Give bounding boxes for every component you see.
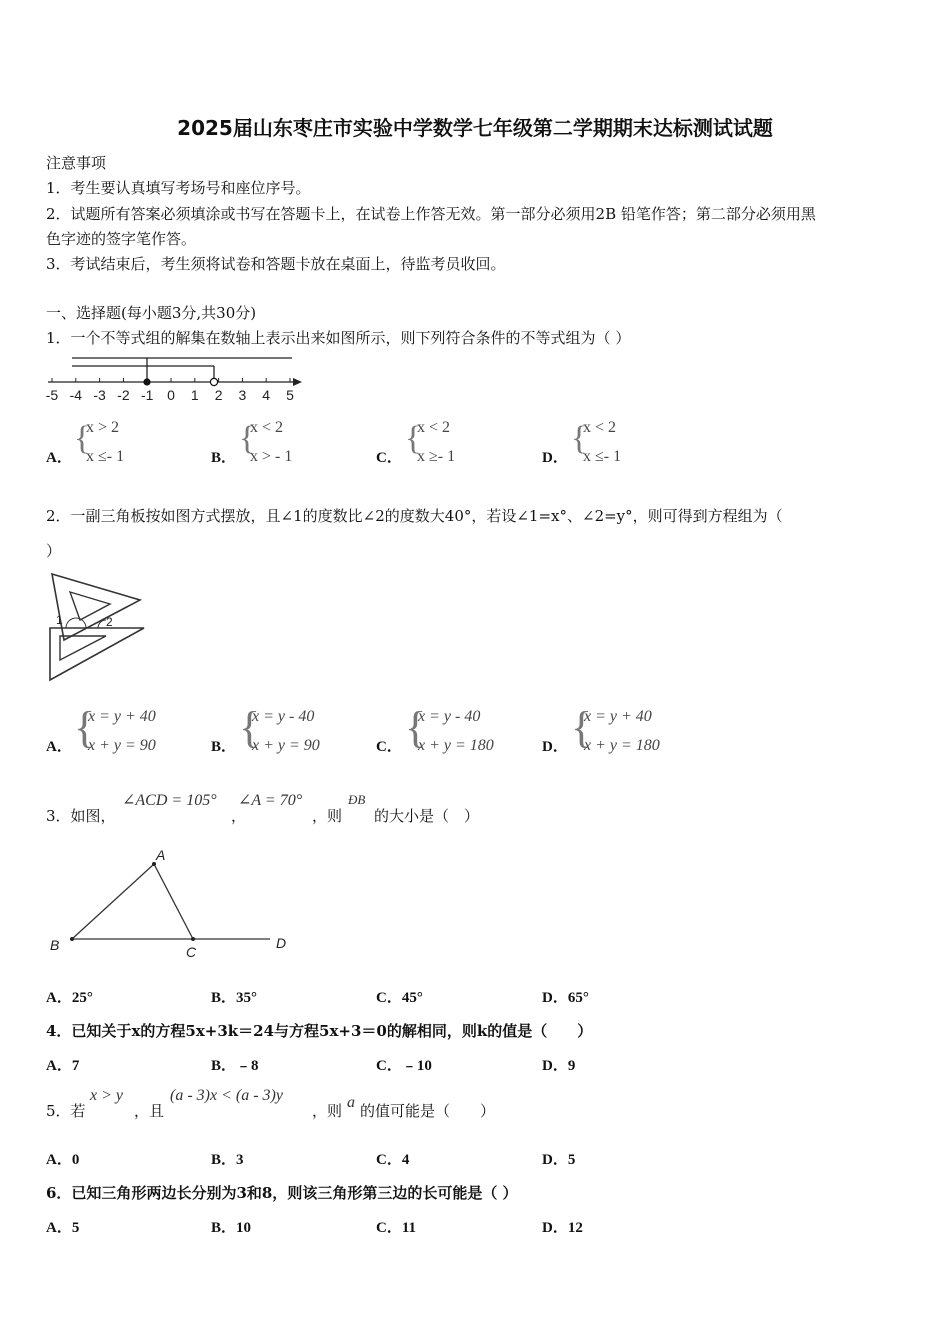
brace-icon: {	[405, 420, 422, 457]
option-value: 4	[401, 1152, 410, 1168]
question-5-prefix: 5．若	[46, 1102, 86, 1120]
option-line: x = y - 40	[418, 708, 481, 725]
option-value: 35°	[236, 990, 258, 1006]
option-label: B．	[211, 450, 237, 466]
question-3-math-2: ∠A = 70°	[238, 792, 303, 809]
option-value: 45°	[401, 990, 423, 1006]
question-5-suffix: 的值可能是（ ）	[360, 1102, 496, 1120]
option-label: C．	[376, 739, 402, 755]
option-label: B．	[211, 1058, 237, 1074]
tick-label: 3	[238, 387, 247, 403]
question-5-math-3: a	[347, 1094, 355, 1111]
question-5-math-2: (a - 3)x < (a - 3)y	[170, 1087, 283, 1104]
option-label: C．	[376, 1058, 402, 1074]
tick-label: 2	[214, 387, 223, 403]
tick-label: -1	[140, 387, 154, 403]
option-line: x = y + 40	[88, 708, 156, 725]
option-label: C．	[376, 990, 402, 1006]
option-line: x ≤- 1	[86, 448, 125, 465]
tick-label: 1	[190, 387, 199, 403]
option-line: x + y = 180	[418, 737, 494, 754]
option-value: 7	[71, 1058, 80, 1074]
question-3-mid: ，则	[312, 807, 343, 825]
option-label: A．	[46, 990, 72, 1006]
question-5-mid-1: ，且	[134, 1102, 165, 1120]
option-line: x < 2	[583, 419, 617, 436]
tick-label: 5	[286, 387, 294, 403]
question-1-text: 1．一个不等式组的解集在数轴上表示出来如图所示，则下列符合条件的不等式组为（ ）	[46, 329, 631, 347]
notice-heading: 注意事项	[46, 154, 107, 172]
option-label: B．	[211, 1220, 237, 1236]
option-line: x + y = 90	[88, 737, 156, 754]
option-label: B．	[211, 990, 237, 1006]
brace-icon: {	[239, 420, 256, 457]
point-d-label: D	[276, 935, 287, 951]
option-value: 11	[401, 1220, 417, 1236]
option-value: ﹣10	[401, 1058, 432, 1074]
question-3-math-3: ÐB	[348, 792, 366, 807]
question-3-prefix: 3．如图，	[46, 807, 116, 825]
option-label: A．	[46, 1058, 72, 1074]
triangle-rulers-figure	[46, 570, 146, 684]
option-label: D．	[542, 739, 568, 755]
tick-label: 4	[262, 387, 271, 403]
number-line-figure	[44, 352, 306, 406]
tick-label: -2	[117, 387, 130, 403]
notice-item: 1．考生要认真填写考场号和座位序号。	[46, 179, 311, 197]
option-label: D．	[542, 1220, 568, 1236]
brace-icon: {	[571, 420, 588, 457]
closed-point	[143, 378, 150, 385]
question-2-text-cont: ）	[46, 542, 62, 560]
angle-1-label: 1	[56, 613, 63, 627]
question-2-text: 2．一副三角板按如图方式摆放，且∠1的度数比∠2的度数大40°，若设∠1=x°、∠2=y°，则可得到方程组为（	[46, 507, 783, 525]
question-3-math-1: ∠ACD = 105°	[122, 792, 217, 809]
option-value: 9	[567, 1058, 576, 1074]
question-6-text: 6．已知三角形两边长分别为3和8，则该三角形第三边的长可能是（ ）	[46, 1184, 518, 1202]
option-label: A．	[46, 1152, 72, 1168]
option-value: 65°	[567, 990, 589, 1006]
option-value: 5	[71, 1220, 80, 1236]
point-a-label: A	[156, 847, 166, 863]
option-label: D．	[542, 450, 568, 466]
option-line: x = y + 40	[584, 708, 652, 725]
option-label: A．	[46, 739, 72, 755]
option-line: x + y = 180	[584, 737, 660, 754]
question-3-suffix: 的大小是（ ）	[374, 807, 480, 825]
option-line: x > - 1	[250, 448, 293, 465]
option-label: C．	[376, 450, 402, 466]
angle-2-label: 2	[106, 615, 113, 629]
option-line: x ≤- 1	[583, 448, 622, 465]
question-4-text: 4．已知关于x的方程5x+3k＝24与方程5x+3＝0的解相同，则k的值是（ ）	[46, 1022, 593, 1040]
open-point	[210, 378, 217, 385]
notice-item: 色字迹的签字笔作答。	[46, 230, 197, 248]
option-line: x > 2	[86, 419, 120, 436]
question-5-math-1: x > y	[90, 1087, 123, 1104]
page-title: 2025届山东枣庄市实验中学数学七年级第二学期期末达标测试试题	[177, 116, 773, 140]
brace-icon: {	[74, 420, 91, 457]
option-label: D．	[542, 1058, 568, 1074]
point-c-label: C	[186, 944, 197, 960]
question-5-mid-2: ，则	[312, 1102, 343, 1120]
option-value: 10	[236, 1220, 252, 1236]
option-line: x = y - 40	[252, 708, 315, 725]
tick-label: -3	[93, 387, 106, 403]
notice-item: 2．试题所有答案必须填涂或书写在答题卡上，在试卷上作答无效。第一部分必须用2B 铅笔作答；第二部分必须用黑	[46, 205, 816, 223]
option-label: D．	[542, 990, 568, 1006]
option-value: 25°	[71, 990, 93, 1006]
option-label: D．	[542, 1152, 568, 1168]
brace-icon: {	[239, 703, 261, 752]
option-value: 3	[236, 1152, 244, 1168]
point-b-label: B	[50, 937, 60, 953]
brace-icon: {	[74, 703, 96, 752]
notice-item: 3．考试结束后，考生须将试卷和答题卡放在桌面上，待监考员收回。	[46, 255, 506, 273]
option-label: B．	[211, 739, 237, 755]
section-heading: 一、选择题(每小题3分,共30分)	[46, 304, 257, 322]
option-label: B．	[211, 1152, 237, 1168]
tick-label: 0	[167, 387, 175, 403]
option-line: x < 2	[417, 419, 451, 436]
option-value: 5	[567, 1152, 576, 1168]
option-line: x + y = 90	[252, 737, 320, 754]
tick-label: -5	[45, 387, 59, 403]
tick-label: -4	[69, 387, 83, 403]
option-label: C．	[376, 1152, 402, 1168]
triangle-abc-figure	[44, 844, 294, 964]
option-value: 0	[71, 1152, 80, 1168]
brace-icon: {	[405, 703, 427, 752]
question-3-sep: ，	[231, 807, 247, 825]
option-label: C．	[376, 1220, 402, 1236]
option-label: A．	[46, 450, 72, 466]
option-line: x < 2	[250, 419, 284, 436]
option-value: 12	[567, 1220, 583, 1236]
brace-icon: {	[571, 703, 593, 752]
option-label: A．	[46, 1220, 72, 1236]
option-line: x ≥- 1	[417, 448, 456, 465]
option-value: ﹣8	[236, 1058, 259, 1074]
